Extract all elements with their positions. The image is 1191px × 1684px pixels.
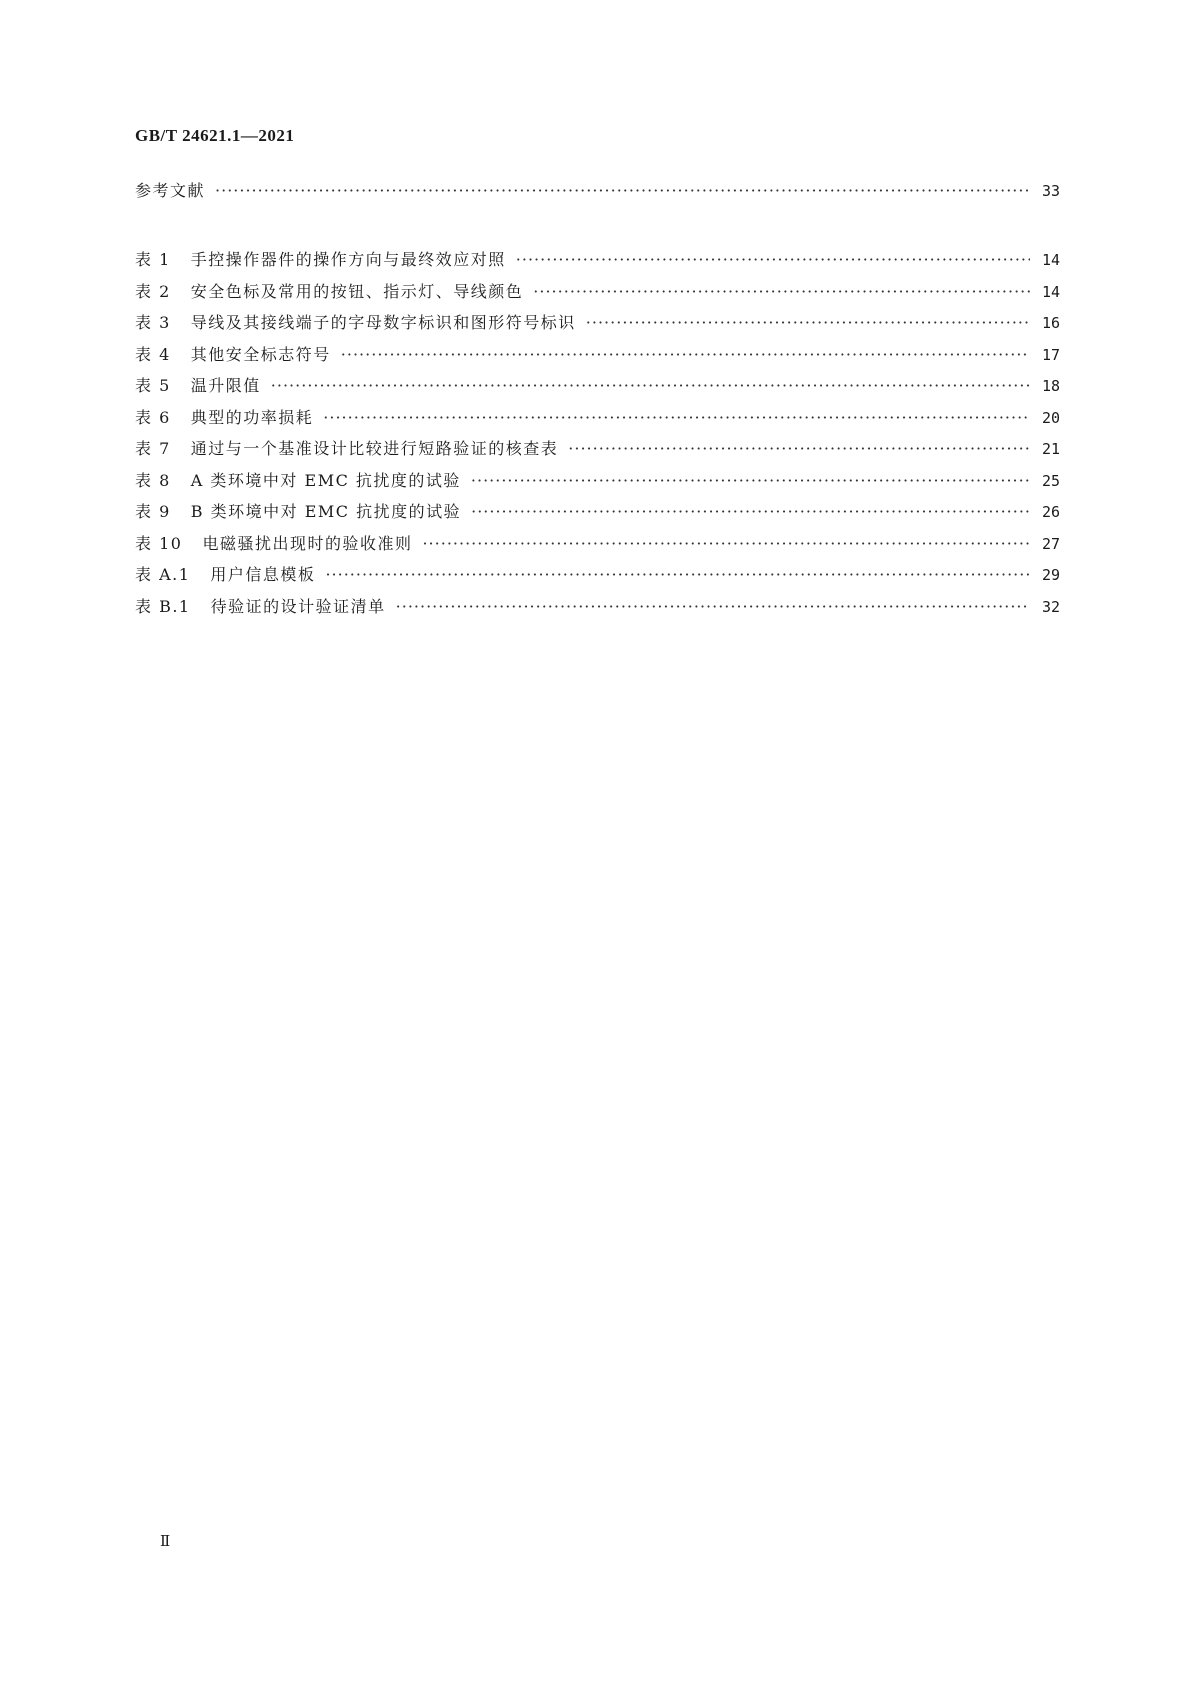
standard-code: GB/T 24621.1—2021 bbox=[135, 126, 295, 145]
toc-entry-number: 表 8 bbox=[135, 470, 171, 490]
toc-entry-page: 18 bbox=[1041, 377, 1060, 395]
toc-leader-dots bbox=[533, 282, 1030, 301]
toc-entry-number: 表 4 bbox=[135, 344, 171, 364]
toc-entry-table-b1[interactable] bbox=[135, 594, 1060, 626]
toc-entry-references[interactable] bbox=[135, 178, 1060, 210]
toc-entry-number: 表 9 bbox=[135, 502, 171, 521]
toc-entry-table-5[interactable] bbox=[135, 373, 1060, 405]
toc-entry-page: 32 bbox=[1041, 597, 1060, 616]
toc-entry-title: 通过与一个基准设计比较进行短路验证的核查表 bbox=[190, 439, 559, 458]
toc-entry-table-6[interactable] bbox=[135, 405, 1060, 437]
toc-entry-page: 25 bbox=[1041, 471, 1060, 490]
toc-entry-title: 电磁骚扰出现时的验收准则 bbox=[202, 533, 413, 553]
toc-leader-dots bbox=[396, 597, 1030, 616]
toc-leader-dots bbox=[471, 502, 1030, 521]
toc-entry-table-4[interactable] bbox=[135, 342, 1060, 374]
toc-entry-page: 14 bbox=[1041, 282, 1060, 301]
toc-entry-title: 手控操作器件的操作方向与最终效应对照 bbox=[190, 250, 506, 269]
toc-entry-title: 用户信息模板 bbox=[210, 565, 316, 584]
toc-entry-number: 表 2 bbox=[135, 281, 171, 301]
toc-entry-table-a1[interactable] bbox=[135, 562, 1060, 594]
toc-entry-title: A 类环境中对 EMC 抗扰度的试验 bbox=[190, 470, 461, 490]
toc-leader-dots bbox=[568, 439, 1030, 458]
toc-entry-title: 典型的功率损耗 bbox=[190, 407, 314, 427]
toc-entry-title: 安全色标及常用的按钮、指示灯、导线颜色 bbox=[190, 281, 524, 301]
toc-entry-number: 表 7 bbox=[135, 439, 171, 458]
toc-entry-page: 20 bbox=[1041, 408, 1060, 427]
toc-entry-table-1[interactable] bbox=[135, 247, 1060, 279]
toc-entry-title: 待验证的设计验证清单 bbox=[210, 596, 386, 616]
toc-entry-title: 导线及其接线端子的字母数字标识和图形符号标识 bbox=[190, 313, 576, 332]
toc-entry-title: 其他安全标志符号 bbox=[190, 344, 331, 364]
toc-leader-dots bbox=[215, 181, 1030, 200]
toc-leader-dots bbox=[271, 376, 1030, 395]
toc-leader-dots bbox=[422, 534, 1030, 553]
toc-entry-page: 14 bbox=[1041, 251, 1060, 269]
toc-entry-table-9[interactable] bbox=[135, 499, 1060, 531]
toc-entry-number: 表 5 bbox=[135, 376, 171, 395]
toc-entry-number: 表 6 bbox=[135, 407, 171, 427]
toc-leader-dots bbox=[471, 471, 1030, 490]
toc-entry-table-8[interactable] bbox=[135, 468, 1060, 500]
toc-entry-number: 表 10 bbox=[135, 533, 183, 553]
toc-entry-title: 参考文献 bbox=[135, 181, 206, 200]
toc-leader-dots bbox=[586, 313, 1030, 332]
toc-entry-table-10[interactable] bbox=[135, 531, 1060, 563]
toc-entry-number: 表 A.1 bbox=[135, 565, 191, 584]
toc-entry-page: 17 bbox=[1041, 345, 1060, 364]
toc-entry-table-7[interactable] bbox=[135, 436, 1060, 468]
toc-entry-page: 16 bbox=[1041, 314, 1060, 332]
table-list bbox=[135, 247, 1060, 625]
toc-leader-dots bbox=[323, 408, 1030, 427]
page-number: Ⅱ bbox=[160, 1534, 171, 1550]
toc-leader-dots bbox=[516, 250, 1030, 269]
toc-entry-page: 21 bbox=[1041, 440, 1060, 458]
toc-leader-dots bbox=[341, 345, 1030, 364]
toc-entry-title: 温升限值 bbox=[190, 376, 261, 395]
toc-entry-table-2[interactable] bbox=[135, 279, 1060, 311]
toc-entry-page: 26 bbox=[1041, 503, 1060, 521]
toc-entry-number: 表 B.1 bbox=[135, 596, 191, 616]
toc-leader-dots bbox=[325, 565, 1030, 584]
toc-entry-table-3[interactable] bbox=[135, 310, 1060, 342]
toc-entry-page: 33 bbox=[1041, 182, 1060, 200]
toc-entry-number: 表 3 bbox=[135, 313, 171, 332]
toc-entry-title: B 类环境中对 EMC 抗扰度的试验 bbox=[190, 502, 462, 521]
toc-entry-number: 表 1 bbox=[135, 250, 171, 269]
references-section bbox=[135, 178, 1060, 210]
toc-entry-page: 29 bbox=[1041, 566, 1060, 584]
toc-entry-page: 27 bbox=[1041, 534, 1060, 553]
